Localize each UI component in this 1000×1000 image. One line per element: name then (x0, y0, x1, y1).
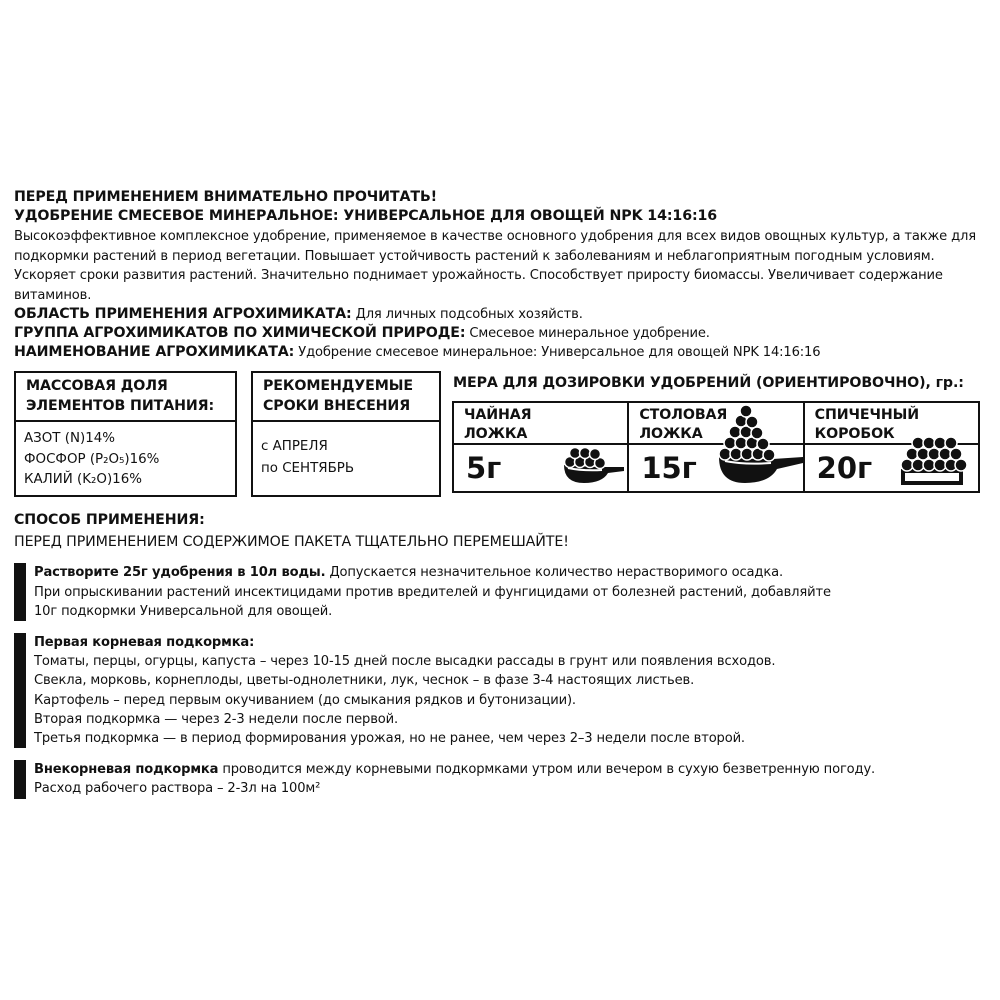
foliar-feeding-block (14, 760, 986, 798)
block-marker (14, 633, 26, 748)
field-label: ГРУППА АГРОХИМИКАТОВ ПО ХИМИЧЕСКОЙ ПРИРОДЕ: (14, 325, 466, 342)
dosage-title: МЕРА ДЛЯ ДОЗИРОВКИ УДОБРЕНИЙ (ОРИЕНТИРОВОЧНО), гр.: (453, 375, 964, 392)
product-description: Высокоэффективное комплексное удобрение, применяемое в качестве основного удобрения для всех видов овощных культур, а также для подкормки растений в период вегетации. Повышает устойчивость растений к заболеваниям и неблагоприятным погодным условиям. Ускоряет сроки развития растений. Значительно поднимает урожайность. Способствует приросту биомассы. Увеличивает содержание витаминов. (14, 229, 976, 303)
dosage-tablespoon (629, 403, 804, 491)
application-dates-title-line: СРОКИ ВНЕСЕНИЯ (263, 398, 411, 415)
dilution-bold: Растворите 25г удобрения в 10л воды. (34, 565, 326, 581)
root-feeding-line: Картофель – перед первым окучиванием (до смыкания рядков и бутонизации). (34, 692, 576, 708)
root-feeding-line: Томаты, перцы, огурцы, капуста – через 10-15 дней после высадки рассады в грунт или появления всходов. (34, 654, 776, 670)
read-warning: ПЕРЕД ПРИМЕНЕНИЕМ ВНИМАТЕЛЬНО ПРОЧИТАТЬ! (14, 189, 438, 205)
dosage-label-line: ЛОЖКА (639, 426, 703, 443)
foliar-feeding-line: Расход рабочего раствора – 2-3л на 100м² (34, 781, 321, 797)
dosage-value: 20г (816, 451, 873, 486)
dosage-teaspoon (454, 403, 629, 491)
dilution-line (34, 563, 986, 582)
field-value: Удобрение смесевое минеральное: Универсальное для овощей NPK 14:16:16 (294, 345, 821, 361)
method-section (14, 511, 986, 798)
root-feeding-line: Третья подкормка — в период формирования урожая, но не ранее, чем через 2–3 недели после второй. (34, 731, 745, 746)
dosage-label-line: СТОЛОВАЯ (639, 407, 728, 424)
method-title: СПОСОБ ПРИМЕНЕНИЯ: (14, 512, 205, 529)
dosage-label-line: КОРОБОК (814, 426, 895, 443)
nutrient-value: 14% (85, 431, 115, 447)
nutrient-potassium (24, 470, 227, 491)
method-warning: ПЕРЕД ПРИМЕНЕНИЕМ СОДЕРЖИМОЕ ПАКЕТА ТЩАТЕЛЬНО ПЕРЕМЕШАЙТЕ! (14, 534, 569, 551)
date-from: с АПРЕЛЯ (261, 439, 328, 455)
date-to: по СЕНТЯБРЬ (261, 461, 355, 477)
nutrient-name: КАЛИЙ (K₂O) (24, 472, 113, 488)
mass-fraction-title (16, 373, 235, 422)
matchbox-icon (895, 433, 971, 489)
tablespoon-icon (715, 399, 805, 487)
dosage-label-line: СПИЧЕЧНЫЙ (814, 407, 919, 424)
product-title: УДОБРЕНИЕ СМЕСЕВОЕ МИНЕРАЛЬНОЕ: УНИВЕРСАЛЬНОЕ ДЛЯ ОВОЩЕЙ NPK 14:16:16 (14, 208, 718, 224)
block-marker (14, 760, 26, 798)
mass-fraction-title-line: ЭЛЕМЕНТОВ ПИТАНИЯ: (26, 398, 215, 415)
dilution-rest: Допускается незначительное количество нерастворимого осадка. (325, 565, 783, 581)
field-label: НАИМЕНОВАНИЕ АГРОХИМИКАТА: (14, 344, 295, 361)
field-value: Смесевое минеральное удобрение. (465, 326, 710, 342)
root-feeding-line: Свекла, морковь, корнеплоды, цветы-однолетники, лук, чеснок – в фазе 3-4 настоящих листьев. (34, 673, 695, 689)
nutrient-name: АЗОТ (N) (24, 431, 86, 447)
dosage-label-line: ЧАЙНАЯ (464, 407, 532, 424)
root-feeding-line: Вторая подкормка — через 2-3 недели после первой. (34, 711, 399, 727)
root-feeding-title-text: Первая корневая подкормка: (34, 634, 255, 650)
dosage-label-line: ЛОЖКА (464, 426, 528, 443)
field-agrochemical-name (14, 343, 986, 362)
mass-fraction-list (16, 422, 235, 491)
foliar-feeding-line (34, 760, 986, 779)
foliar-bold: Внекорневая подкормка (34, 762, 219, 778)
field-label: ОБЛАСТЬ ПРИМЕНЕНИЯ АГРОХИМИКАТА: (14, 306, 352, 323)
root-feeding-title (34, 633, 986, 652)
nutrient-value: 16% (112, 472, 142, 488)
dosage-value: 5г (466, 451, 502, 486)
field-application-area (14, 305, 986, 324)
block-marker (14, 563, 26, 621)
mass-fraction-title-line: МАССОВАЯ ДОЛЯ (26, 378, 168, 395)
nutrient-nitrogen (24, 429, 227, 450)
nutrient-phosphorus (24, 450, 227, 471)
nutrient-value: 16% (129, 451, 160, 467)
dosage-table (452, 401, 980, 493)
application-dates-title-line: РЕКОМЕНДУЕМЫЕ (263, 378, 413, 395)
instruction-label (14, 188, 986, 799)
dilution-block (14, 563, 986, 621)
dilution-line: 10г подкормки Универсальной для овощей. (34, 603, 333, 619)
application-dates-title (253, 373, 439, 422)
info-boxes (14, 371, 986, 501)
field-value: Для личных подсобных хозяйств. (351, 307, 583, 323)
nutrient-name: ФОСФОР (P₂O₅) (24, 451, 130, 467)
dosage-matchbox (805, 403, 978, 491)
foliar-rest: проводится между корневыми подкормками утром или вечером в сухую безветренную погоду. (218, 762, 876, 778)
application-dates-range (253, 422, 439, 480)
root-feeding-block (14, 633, 986, 748)
application-dates-box (251, 371, 441, 497)
dilution-line: При опрыскивании растений инсектицидами против вредителей и фунгицидами от болезней растений, добавляйте (34, 584, 831, 600)
dosage-value: 15г (641, 451, 697, 486)
teaspoon-icon (558, 441, 628, 489)
field-chemical-group (14, 324, 986, 343)
mass-fraction-box (14, 371, 237, 497)
